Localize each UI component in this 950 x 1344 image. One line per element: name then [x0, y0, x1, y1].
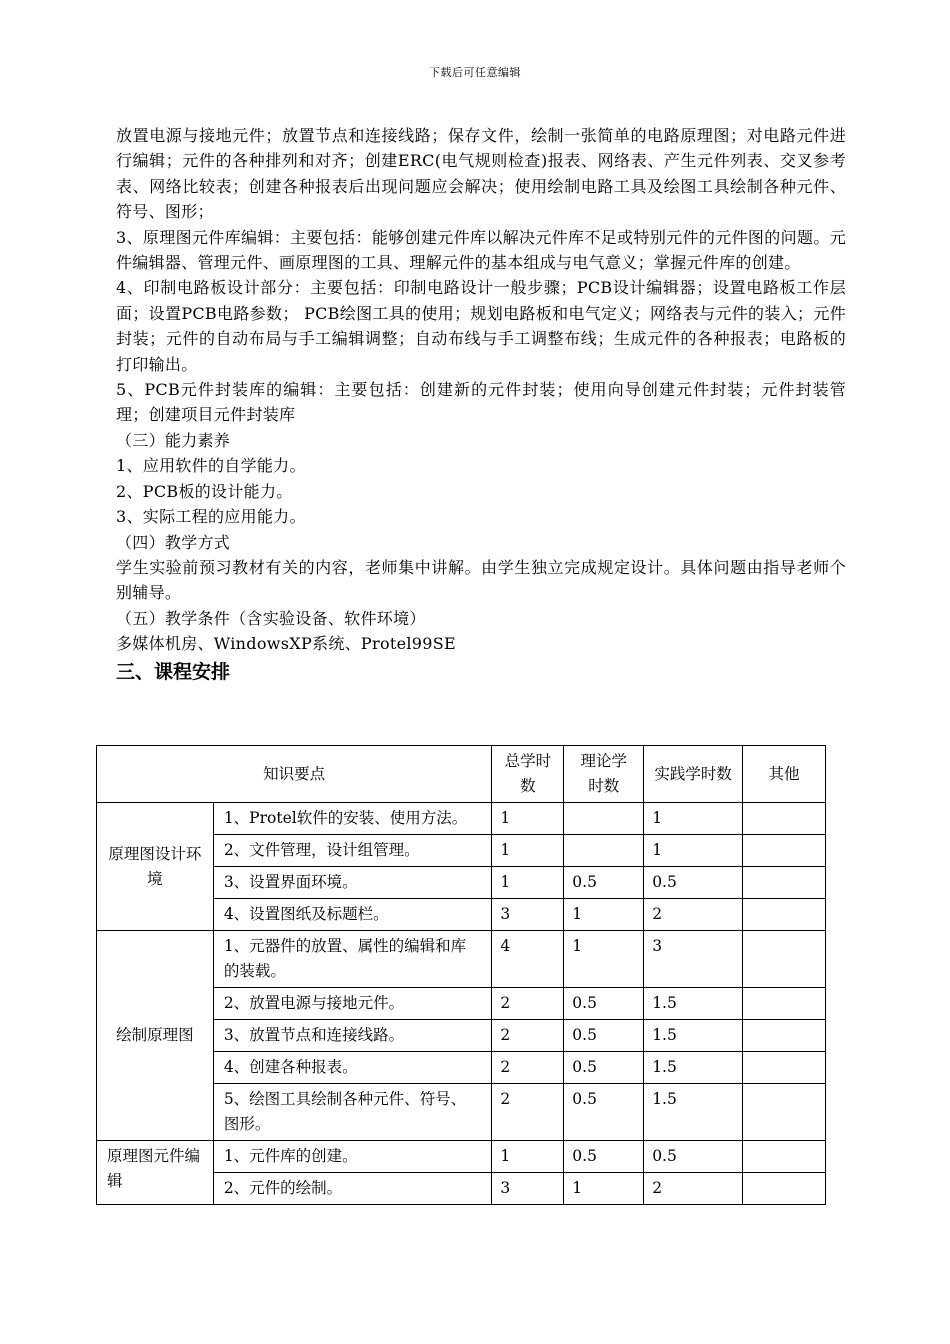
practice-cell: 3 [644, 931, 743, 988]
subheading: （三）能力素养 [116, 430, 231, 450]
theory-cell: 0.5 [564, 988, 644, 1020]
item-cell: 2、放置电源与接地元件。 [213, 988, 492, 1020]
total-cell: 1 [492, 803, 564, 835]
theory-cell: 0.5 [564, 1141, 644, 1173]
theory-cell [564, 835, 644, 867]
practice-cell: 0.5 [644, 867, 743, 899]
category-cell: 绘制原理图 [97, 931, 214, 1141]
item-cell: 1、Protel软件的安装、使用方法。 [213, 803, 492, 835]
total-cell: 2 [492, 988, 564, 1020]
item-cell: 2、元件的绘制。 [213, 1173, 492, 1205]
practice-cell: 1 [644, 803, 743, 835]
total-cell: 2 [492, 1084, 564, 1141]
header-theory-hours: 理论学时数 [564, 746, 644, 803]
table-row [97, 931, 826, 988]
header-total-hours: 总学时数 [492, 746, 564, 803]
practice-cell: 1.5 [644, 1084, 743, 1141]
total-cell: 2 [492, 1020, 564, 1052]
header-practice-hours: 实践学时数 [644, 746, 743, 803]
item-cell: 1、元器件的放置、属性的编辑和库的装载。 [213, 931, 492, 988]
category-cell: 原理图设计环境 [97, 803, 214, 931]
total-cell: 3 [492, 899, 564, 931]
header-knowledge: 知识要点 [97, 746, 492, 803]
practice-cell: 1.5 [644, 1052, 743, 1084]
theory-cell: 1 [564, 899, 644, 931]
total-cell: 4 [492, 931, 564, 988]
table-row [97, 1141, 826, 1173]
header-other: 其他 [743, 746, 826, 803]
practice-cell: 1.5 [644, 988, 743, 1020]
total-cell: 3 [492, 1173, 564, 1205]
section-title: 三、课程安排 [116, 660, 231, 683]
item-cell: 2、文件管理，设计组管理。 [213, 835, 492, 867]
practice-cell: 0.5 [644, 1141, 743, 1173]
page-header: 下载后可任意编辑 [429, 66, 521, 79]
theory-cell [564, 803, 644, 835]
theory-cell: 0.5 [564, 1052, 644, 1084]
other-cell [743, 835, 826, 867]
item-cell: 3、放置节点和连接线路。 [213, 1020, 492, 1052]
total-cell: 2 [492, 1052, 564, 1084]
other-cell [743, 1173, 826, 1205]
body-text [116, 123, 846, 687]
category-cell: 原理图元件编辑 [97, 1141, 214, 1205]
practice-cell: 2 [644, 1173, 743, 1205]
practice-cell: 1 [644, 835, 743, 867]
theory-cell: 0.5 [564, 1020, 644, 1052]
item-cell: 4、设置图纸及标题栏。 [213, 899, 492, 931]
item-cell: 1、元件库的创建。 [213, 1141, 492, 1173]
theory-cell: 1 [564, 1173, 644, 1205]
other-cell [743, 1052, 826, 1084]
course-schedule-table [96, 745, 826, 1205]
other-cell [743, 803, 826, 835]
other-cell [743, 899, 826, 931]
theory-cell: 1 [564, 931, 644, 988]
paragraph: 放置电源与接地元件；放置节点和连接线路；保存文件，绘制一张简单的电路原理图；对电路元件进行编辑；元件的各种排列和对齐；创建ERC(电气规则检查)报表、网络表、产生元件列表、交叉参考表、网络比较表；创建各种报表后出现问题应会解决；使用绘制电路工具及绘图工具绘制各种元件、符号、图形； [116, 126, 846, 222]
total-cell: 1 [492, 1141, 564, 1173]
paragraph: 1、应用软件的自学能力。 [116, 456, 306, 476]
paragraph: 5、PCB元件封装库的编辑：主要包括：创建新的元件封装；使用向导创建元件封装；元件封装管理；创建项目元件封装库 [116, 380, 846, 425]
paragraph: 学生实验前预习教材有关的内容，老师集中讲解。由学生独立完成规定设计。具体问题由指导老师个别辅导。 [116, 557, 846, 603]
item-cell: 4、创建各种报表。 [213, 1052, 492, 1084]
subheading: （四）教学方式 [116, 532, 231, 552]
other-cell [743, 931, 826, 988]
other-cell [743, 867, 826, 899]
practice-cell: 2 [644, 899, 743, 931]
paragraph: 2、PCB板的设计能力。 [116, 481, 293, 501]
theory-cell: 0.5 [564, 867, 644, 899]
paragraph: 3、原理图元件库编辑：主要包括：能够创建元件库以解决元件库不足或特别元件的元件图的问题。元件编辑器、管理元件、画原理图的工具、理解元件的基本组成与电气意义；掌握元件库的创建。 [116, 227, 846, 273]
other-cell [743, 1084, 826, 1141]
paragraph: 3、实际工程的应用能力。 [116, 507, 306, 527]
total-cell: 1 [492, 835, 564, 867]
item-cell: 3、设置界面环境。 [213, 867, 492, 899]
item-cell: 5、绘图工具绘制各种元件、符号、图形。 [213, 1084, 492, 1141]
subheading: （五）教学条件（含实验设备、软件环境） [116, 608, 426, 628]
other-cell [743, 1020, 826, 1052]
paragraph: 多媒体机房、WindowsXP系统、Protel99SE [116, 634, 456, 654]
table-row [97, 803, 826, 835]
theory-cell: 0.5 [564, 1084, 644, 1141]
other-cell [743, 1141, 826, 1173]
total-cell: 1 [492, 867, 564, 899]
other-cell [743, 988, 826, 1020]
practice-cell: 1.5 [644, 1020, 743, 1052]
paragraph: 4、印制电路板设计部分：主要包括：印制电路设计一般步骤；PCB设计编辑器；设置电路板工作层面；设置PCB电路参数； PCB绘图工具的使用；规划电路板和电气定义；网络表与元件的装入；元件封装；元件的自动布局与手工编辑调整；自动布线与手工调整布线；生成元件的各种报表；电路板的打印输出。 [116, 278, 846, 374]
